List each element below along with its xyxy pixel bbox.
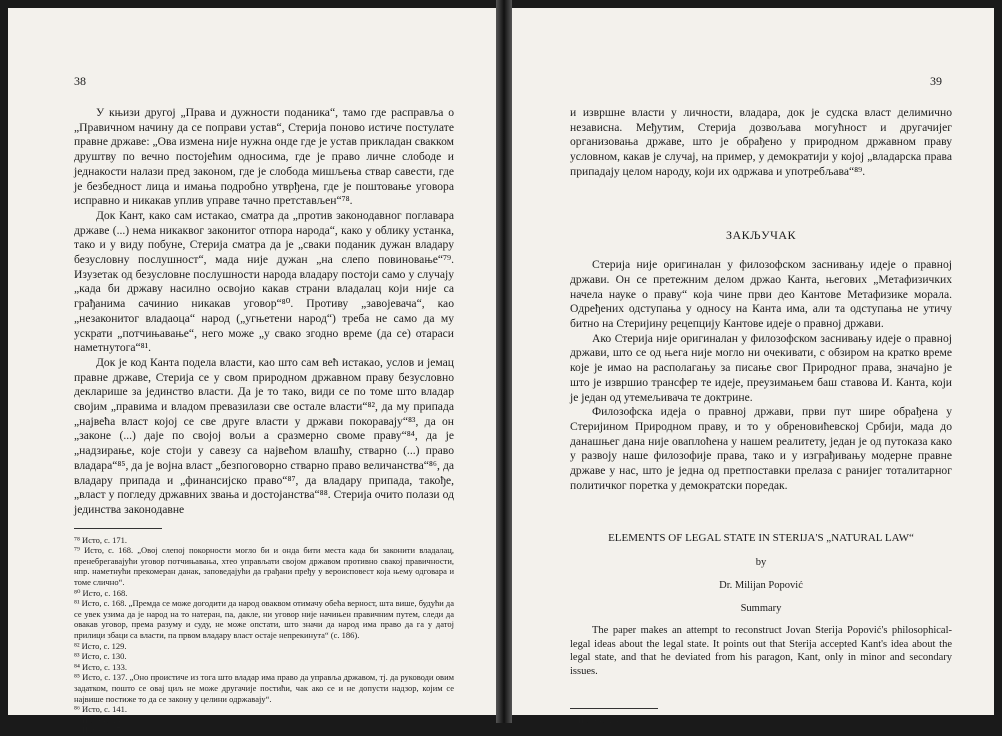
page-number-left: 38 — [74, 74, 86, 88]
summary-label: Summary — [740, 602, 782, 614]
left-page — [8, 8, 496, 736]
footnote: ⁷⁹ Исто, с. 168. „Овој слепој покорности могло би и онда бити места када би законити владалац, пренебрегавајући уговор потчињавања, хтео управљати својом државом противно свакој правичности, нпр. наметнући прекомеран данак, заповедајући да грађани пређу у вероисповест која њему одговара и томе слично“. — [74, 545, 454, 588]
footnote: ⁸⁴ Исто, с. 133. — [74, 661, 127, 672]
footnote: ⁸⁵ Исто, с. 137. „Оно проистиче из тога што владар има право да управља државом, тј. да руководи овим задатком, пошто се овај циљ не може другачије постићи, чак ако се и не допусти надзор, којим се највише постиже то да се закону у целини одржавају“. — [74, 672, 454, 704]
by-line: by — [755, 557, 767, 569]
page-number-right: 39 — [930, 74, 942, 88]
footnote-rule — [570, 708, 658, 709]
paragraph: Док Кант, како сам истакао, сматра да „против законодавног поглавара државе (...) нема никаквог законитог отпора народа“, како у облику устанка, тако и у виду побуне, Стерија сматра да је „сваки поданик дужан владару безусловну послушност“, мада није дужан „на слепо повиновање“⁷⁹. Изузетак од безусловне послушности народа владару постоји само у случају „када би државу насилно освојио какав страни владалац који није са грађанима сачинио никакав уговор“⁸⁰. Противу „завојевача“, као „незаконитог владаоца“ народ („угњетени народ“) треба не само да му ускрати „потчињавање“, него може „у свако згодно време (да се) отараси наметнутога“⁸¹. — [74, 208, 454, 355]
footnote: ⁸⁷ Исто, с. 153. — [74, 714, 127, 725]
right-page-body — [570, 106, 952, 726]
paragraph: У књизи другој „Права и дужности поданика“, тамо где расправља о „Правичном начину да се поправи устав“, Стерија поново истиче постулате правне државе: „Ова измена није нужна онде где је устав прикладан свакком друштву по вечно постојећим односима, где је право личне слободе и једнакости налази пред законом, где је слобода мишљења ствар савести, где је безбедност лица и имања подробно утврђена, где је поштовање уговора исправно и никакав уплив управе тачно претстављен“⁷⁸. — [74, 106, 454, 208]
footnote: ⁸² Исто, с. 129. — [74, 640, 127, 651]
abstract: The paper makes an attempt to reconstruct Jovan Sterija Popović's philosophical-legal ideas about the legal state. It points out that Sterija accepted Kant's idea about the legal state, and that he deviated from his paragon, Kant, only in minor and secondary issues. — [570, 625, 952, 677]
left-page-body — [74, 106, 454, 736]
footnotes-right — [570, 715, 952, 726]
book-gutter — [496, 0, 512, 723]
paragraph: Ако Стерија није оригиналан у филозофском заснивању идеје о правној држави, што се од њега није могло ни очекивати, с обзиром на кратко време које је имао на располагању за писање свог Природног права, значајно је што је извршио трансфер те идеје, преузимањем баш ставова И. Канта, који је један од утемељивача те доктрине. — [570, 331, 952, 404]
paragraph: Стерија није оригиналан у филозофском заснивању идеје о правној држави. Он се претежним делом држао Канта, његових „Метафизичких начела науке о праву“ која чине први део Кантове Метафизике морала. Одређених одступања у односу на Канта има, али та одступања не утичу битно на Стеријину рецепцију Кантове идеје о правној држави. — [570, 258, 952, 331]
english-title: ELEMENTS OF LEGAL STATE IN STERIJA'S „NATURAL LAW“ — [608, 532, 914, 545]
paragraph: Док је код Канта подела власти, као што сам већ истакао, услов и јемац правне државе, Стерија се у свом природном државном праву безусловно декларише за јединство власти. Да је то тако, види се по томе што владар својим „правима и владом превазилази све остале власти“⁸², да му припада „највећа власт којој се све друге власти у држави покоравају“⁸³, да он „законе (...) даје по својој вољи а сразмерно своме праву“⁸⁴, да је „надзирање, које стоји у савезу са највећом влашћу, стварно (...) право владара“⁸⁵, да је војна власт „безпоговорно стварно право величанства“⁸⁶, да владару припада и „финансијско право“⁸⁷, да владару припада, такође, „власт у погледу државних звања и достојанства“⁸⁸. Стерија очито полази од јединства законодавне — [74, 355, 454, 516]
footnote: ⁸⁸ Исто, с. 156. — [74, 725, 127, 736]
footnote: ⁷⁸ Исто, с. 171. — [74, 534, 127, 545]
footnote: ⁸⁹ Исто, с. 178. — [570, 715, 623, 726]
footnote: ⁸⁰ Исто, с. 168. — [74, 587, 128, 598]
footnote: ⁸⁶ Исто, с. 141. — [74, 704, 127, 715]
continuation-paragraph: и извршне власти у личности, владара, док је судска власт делимично независна. Међутим, Стерија дозвољава могућност и другачијег организовања државе, што је обрађено у природном државном праву условном, какав је случај, на пример, у демократији у којој „владарска права припадају целом народу, који их одржава и употребљава“⁸⁹. — [570, 106, 952, 178]
author-name: Dr. Milijan Popović — [719, 579, 803, 591]
footnote-rule — [74, 528, 162, 529]
right-page — [512, 8, 994, 726]
footnotes-left — [74, 535, 454, 736]
paragraph: Филозофска идеја о правној држави, први пут шире обрађена у Стеријином Природном праву, и то у обреновићевској Србији, мада до данашњег дана није оваплоћена у нашем реалитету, један је од путоказа како у развоју наше филозофије права, тако и у изграђивању модерне правне државе у нас, што је једна од претпоставки прелаза с ранијег тоталитарног политичког поретка у демократски поредак. — [570, 405, 952, 492]
section-heading: ЗАКЉУЧАК — [725, 227, 797, 242]
footnote: ⁸¹ Исто, с. 168. „Премда се може догодити да народ оваквом отимачу обећа верност, шта више, будући да се увек узима да је народ на то натеран, па, дакле, ни уговор није начињен правичним путем, следи да овакав уговор, према разуму и суду, не може опстати, што значи да народ има право да га у датој прилици збаци са власти, па првом владару власт остаје непрекинута“ (с. 186). — [74, 598, 455, 641]
footnote: ⁸³ Исто, с. 130. — [74, 651, 127, 662]
